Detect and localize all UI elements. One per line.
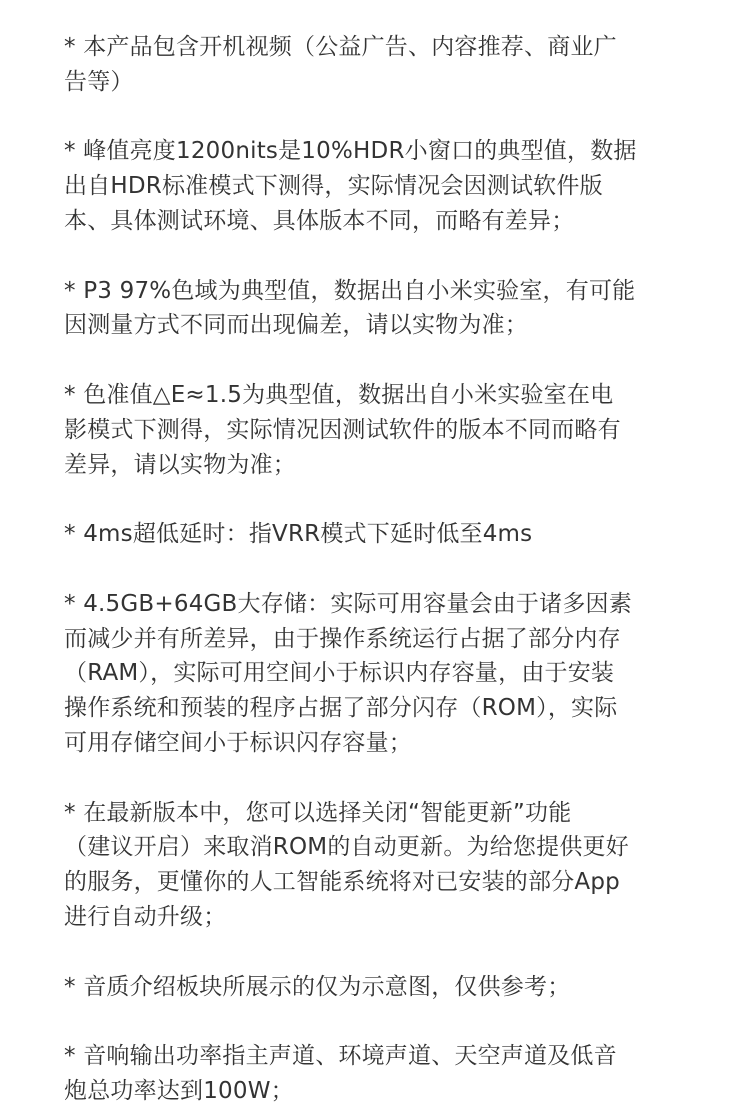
- note-audio-illustration: * 音质介绍板块所展示的仅为示意图，仅供参考；: [64, 973, 571, 1000]
- note-color-accuracy: * 色准值△E≈1.5为典型值，数据出自小米实验室在电 影模式下测得，实际情况因测试软件的版本不同而略有 差异，请以实物为准；: [64, 381, 621, 478]
- note-storage: * 4.5GB+64GB大存储：实际可用容量会由于诸多因素 而减少并有所差异，由于操作系统运行占据了部分内存 （RAM），实际可用空间小于标识内存容量，由于安装 操作系统和预装的程序占据了部分闪存（ROM），实际 可用存储空间小于标识闪存容量；: [64, 590, 632, 756]
- note-color-gamut: * P3 97%色域为典型值，数据出自小米实验室，有可能 因测量方式不同而出现偏差，请以实物为准；: [64, 277, 636, 339]
- note-audio-power: * 音响输出功率指主声道、环境声道、天空声道及低音 炮总功率达到100W；: [64, 1043, 617, 1104]
- note-smart-update: * 在最新版本中，您可以选择关闭“智能更新”功能 （建议开启）来取消ROM的自动更新。为给您提供更好 的服务，更懂你的人工智能系统将对已安装的部分App 进行自动升级；: [64, 799, 629, 930]
- disclaimer-notes: [64, 30, 684, 1109]
- note-peak-brightness: * 峰值亮度1200nits是10%HDR小窗口的典型值，数据 出自HDR标准模式下测得，实际情况会因测试软件版 本、具体测试环境、具体版本不同，而略有差异；: [64, 138, 637, 234]
- note-low-latency: * 4ms超低延时：指VRR模式下延时低至4ms: [64, 521, 533, 548]
- note-boot-video: * 本产品包含开机视频（公益广告、内容推荐、商业广 告等）: [64, 34, 617, 95]
